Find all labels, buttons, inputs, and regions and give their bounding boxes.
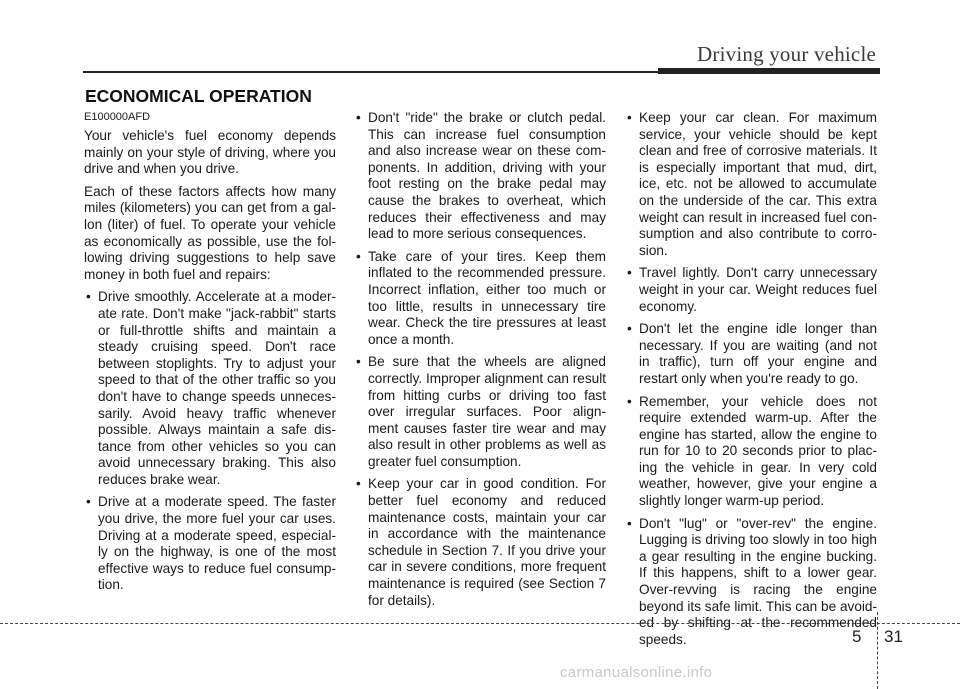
list-item: • Drive smoothly. Accelerate at a moder-ate rate. Don't make "jack-rabbit" starts or full-throttle shifts and maintain a steady cruising speed. Don't race between stoplights. Try to adjust your speed to that of the other traffic so you don't have to change speeds unneces-sarily. Avoid heavy traffic whenever possible. Always maintain a safe dis-tance from other vehicles so you can avoid unnecessary braking. This also reduces brake wear.	[84, 289, 336, 488]
text-column-2	[354, 110, 606, 615]
list-item: • Keep your car in good condition. For better fuel economy and reduced maintenance costs, maintain your car in accordance with the maintenance schedule in Section 7. If you drive your car in severe conditions, more frequent maintenance is required (see Section 7 for details).	[354, 476, 606, 609]
section-number: 5	[852, 627, 862, 646]
text-column-3	[625, 110, 877, 654]
footer-rule	[0, 623, 960, 624]
reference-code: E100000AFD	[84, 111, 151, 123]
list-item: • Take care of your tires. Keep them inflated to the recommended pressure. Incorrect inflation, either too much or too little, results in unnecessary tire wear. Check the tire pressures at least once a month.	[354, 249, 606, 349]
list-item: • Don't "ride" the brake or clutch pedal. This can increase fuel consumption and also increase wear on these com-ponents. In addition, driving with your foot resting on the brake pedal may cause the brakes to overheat, which reduces their effectiveness and may lead to more serious consequences.	[354, 110, 606, 243]
header-rule-thin	[83, 71, 663, 73]
tips-list-2	[354, 110, 606, 609]
header-rule-thick	[658, 68, 880, 74]
running-header: Driving your vehicle	[697, 42, 876, 66]
page-number-divider	[877, 612, 878, 689]
tips-list-3	[625, 110, 877, 648]
list-item: • Remember, your vehicle does not require extended warm-up. After the engine has started, allow the engine to run for 10 to 20 seconds prior to plac-ing the vehicle in gear. In very cold weather, however, give your engine a slightly longer warm-up period.	[625, 394, 877, 510]
text-column-1	[84, 110, 336, 600]
list-item: • Don't "lug" or "over-rev" the engine. Lugging is driving too slowly in too high a gear resulting in the engine bucking. If this happens, shift to a lower gear. Over-revving is racing the engine beyond its safe limit. This can be avoid-ed by shifting at the recommended speeds.	[625, 516, 877, 649]
intro-paragraph-1: Your vehicle's fuel economy depends mainly on your style of driving, where you drive and when you drive.	[84, 128, 336, 177]
list-item: • Be sure that the wheels are aligned correctly. Improper alignment can result from hitting curbs or driving too fast over irregular surfaces. Poor align-ment causes faster tire wear and may also result in other problems as well as greater fuel consumption.	[354, 354, 606, 470]
list-item: • Drive at a moderate speed. The faster you drive, the more fuel your car uses. Driving at a moderate speed, especial-ly on the highway, is one of the most effective ways to reduce fuel consump-tion.	[84, 494, 336, 594]
watermark: carmanualsonline.info	[560, 664, 713, 681]
list-item: • Travel lightly. Don't carry unnecessary weight in your car. Weight reduces fuel economy.	[625, 265, 877, 315]
page-number: 31	[884, 627, 903, 646]
intro-paragraph-2: Each of these factors affects how many miles (kilometers) you can get from a gal-lon (liter) of fuel. To operate your vehicle as economically as possible, use the fol-lowing driving suggestions to help save money in both fuel and repairs:	[84, 183, 336, 282]
tips-list-1	[84, 289, 336, 594]
section-title: ECONOMICAL OPERATION	[85, 86, 312, 106]
list-item: • Don't let the engine idle longer than necessary. If you are waiting (and not in traffic), turn off your engine and restart only when you're ready to go.	[625, 321, 877, 387]
list-item: • Keep your car clean. For maximum service, your vehicle should be kept clean and free of corrosive materials. It is especially important that mud, dirt, ice, etc. not be allowed to accumulate on the underside of the car. This extra weight can result in increased fuel con-sumption and also contribute to corro-sion.	[625, 110, 877, 259]
